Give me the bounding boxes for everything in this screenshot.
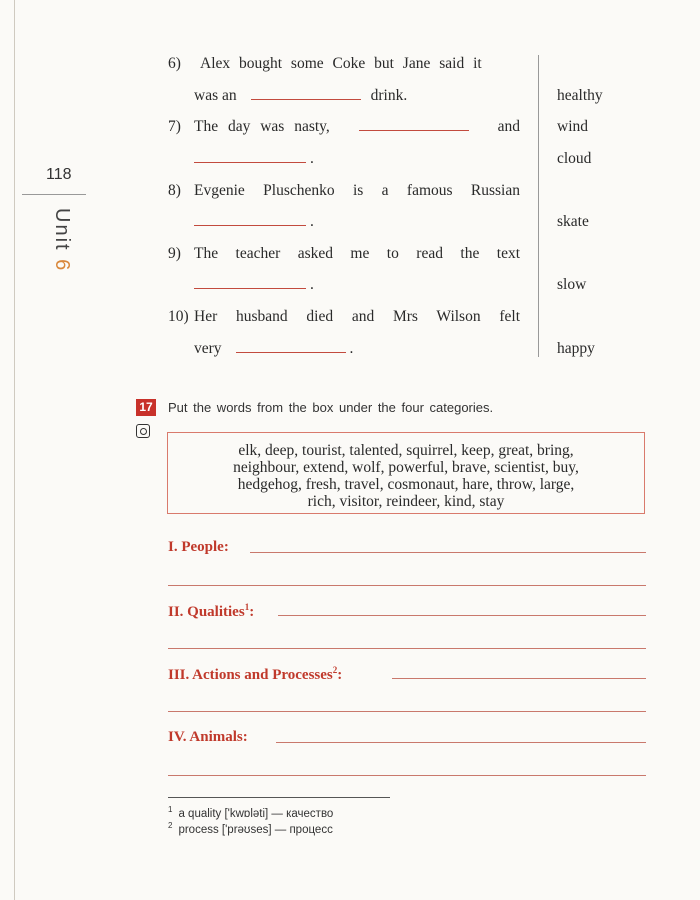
item-8-line-2 — [168, 213, 520, 231]
item-8-text: Evgenie Pluschenko is a famous Russian — [194, 182, 520, 199]
item-8-blank[interactable] — [194, 213, 306, 226]
item-7-and: and — [497, 118, 520, 135]
word-skate: skate — [557, 213, 589, 230]
answer-line-animals-1[interactable] — [276, 742, 646, 743]
item-8-line-1 — [168, 182, 520, 200]
item-9-line-2 — [168, 276, 520, 294]
item-10-line-2 — [168, 340, 520, 358]
item-10-cont: very — [194, 340, 222, 357]
item-6-end: drink. — [370, 87, 408, 104]
item-9-text: The teacher asked me to read the text — [194, 245, 520, 262]
item-6-number: 6) — [168, 55, 181, 72]
page-edge — [14, 0, 15, 900]
item-7-line-2 — [168, 150, 520, 168]
item-10-number: 10) — [168, 308, 189, 325]
unit-label — [50, 208, 73, 272]
item-6-cont: was an — [194, 87, 237, 104]
item-10-blank[interactable] — [236, 340, 346, 353]
footnote-1-text: a quality ['kwɒləti] — качество — [178, 807, 334, 820]
answer-line-actions-2[interactable] — [168, 711, 646, 712]
footnote-ref-2: 2 — [332, 665, 338, 675]
answer-line-actions-1[interactable] — [392, 678, 646, 679]
category-actions-colon: : — [337, 667, 343, 683]
item-9-number: 9) — [168, 245, 181, 262]
category-qualities-colon: : — [249, 604, 255, 620]
answer-line-people-2[interactable] — [168, 585, 646, 586]
footnote-ref-1: 1 — [244, 602, 250, 612]
item-6-sentence: Alex bought some Coke but Jane said it — [200, 55, 482, 72]
item-8-end: . — [310, 213, 314, 230]
disc-icon — [136, 424, 150, 438]
item-8-number: 8) — [168, 182, 181, 199]
page-number-rule — [22, 194, 86, 195]
item-6-line-2 — [168, 87, 520, 105]
word-box-line-4: rich, visitor, reindeer, kind, stay — [307, 493, 505, 510]
item-6-line-1 — [168, 55, 520, 73]
footnote-2-mark: 2 — [168, 821, 173, 830]
footnote-2-text: process ['prəʊses] — процесс — [178, 823, 333, 836]
answer-line-qualities-2[interactable] — [168, 648, 646, 649]
column-divider — [538, 55, 539, 357]
word-box-line-3: hedgehog, fresh, travel, cosmonaut, hare, throw, large, — [237, 476, 575, 493]
footnote-1-mark: 1 — [168, 805, 173, 814]
word-cloud: cloud — [557, 150, 592, 167]
item-7-text: The day was nasty, — [194, 118, 330, 135]
item-7-number: 7) — [168, 118, 181, 135]
footnote-rule — [168, 797, 390, 798]
page-number: 118 — [46, 166, 72, 183]
item-10-end: . — [349, 340, 354, 357]
item-9-blank[interactable] — [194, 276, 306, 289]
item-6-blank[interactable] — [251, 87, 361, 100]
item-7-blank-2[interactable] — [194, 150, 306, 163]
item-7-blank-1[interactable] — [359, 118, 469, 131]
item-10-text: Her husband died and Mrs Wilson felt — [194, 308, 520, 325]
item-9-line-1 — [168, 245, 520, 263]
answer-line-qualities-1[interactable] — [278, 615, 646, 616]
category-qualities — [168, 602, 254, 621]
unit-word: Unit — [51, 208, 73, 252]
word-box-line-2: neighbour, extend, wolf, powerful, brave, scientist, buy, — [233, 459, 579, 476]
word-healthy: healthy — [557, 87, 603, 104]
exercise-17-instruction: Put the words from the box under the four categories. — [168, 400, 494, 415]
category-animals: IV. Animals: — [168, 729, 248, 745]
word-happy: happy — [557, 340, 595, 357]
answer-line-people-1[interactable] — [250, 552, 646, 553]
category-actions — [168, 665, 342, 684]
item-9-end: . — [310, 276, 314, 293]
word-box-line-1: elk, deep, tourist, talented, squirrel, keep, great, bring, — [238, 442, 574, 459]
word-box — [167, 432, 645, 514]
footnote-2 — [168, 821, 333, 836]
unit-number: 6 — [51, 259, 73, 273]
category-people: I. People: — [168, 539, 229, 555]
category-actions-label: III. Actions and Processes — [168, 667, 333, 683]
exercise-17-badge: 17 — [136, 399, 156, 416]
item-7-line-1 — [168, 118, 520, 136]
item-7-end: . — [310, 150, 314, 167]
footnote-1 — [168, 805, 333, 820]
category-qualities-label: II. Qualities — [168, 604, 245, 620]
item-6-text — [200, 55, 520, 73]
word-wind: wind — [557, 118, 588, 135]
answer-line-animals-2[interactable] — [168, 775, 646, 776]
word-slow: slow — [557, 276, 587, 293]
item-10-line-1 — [168, 308, 520, 326]
